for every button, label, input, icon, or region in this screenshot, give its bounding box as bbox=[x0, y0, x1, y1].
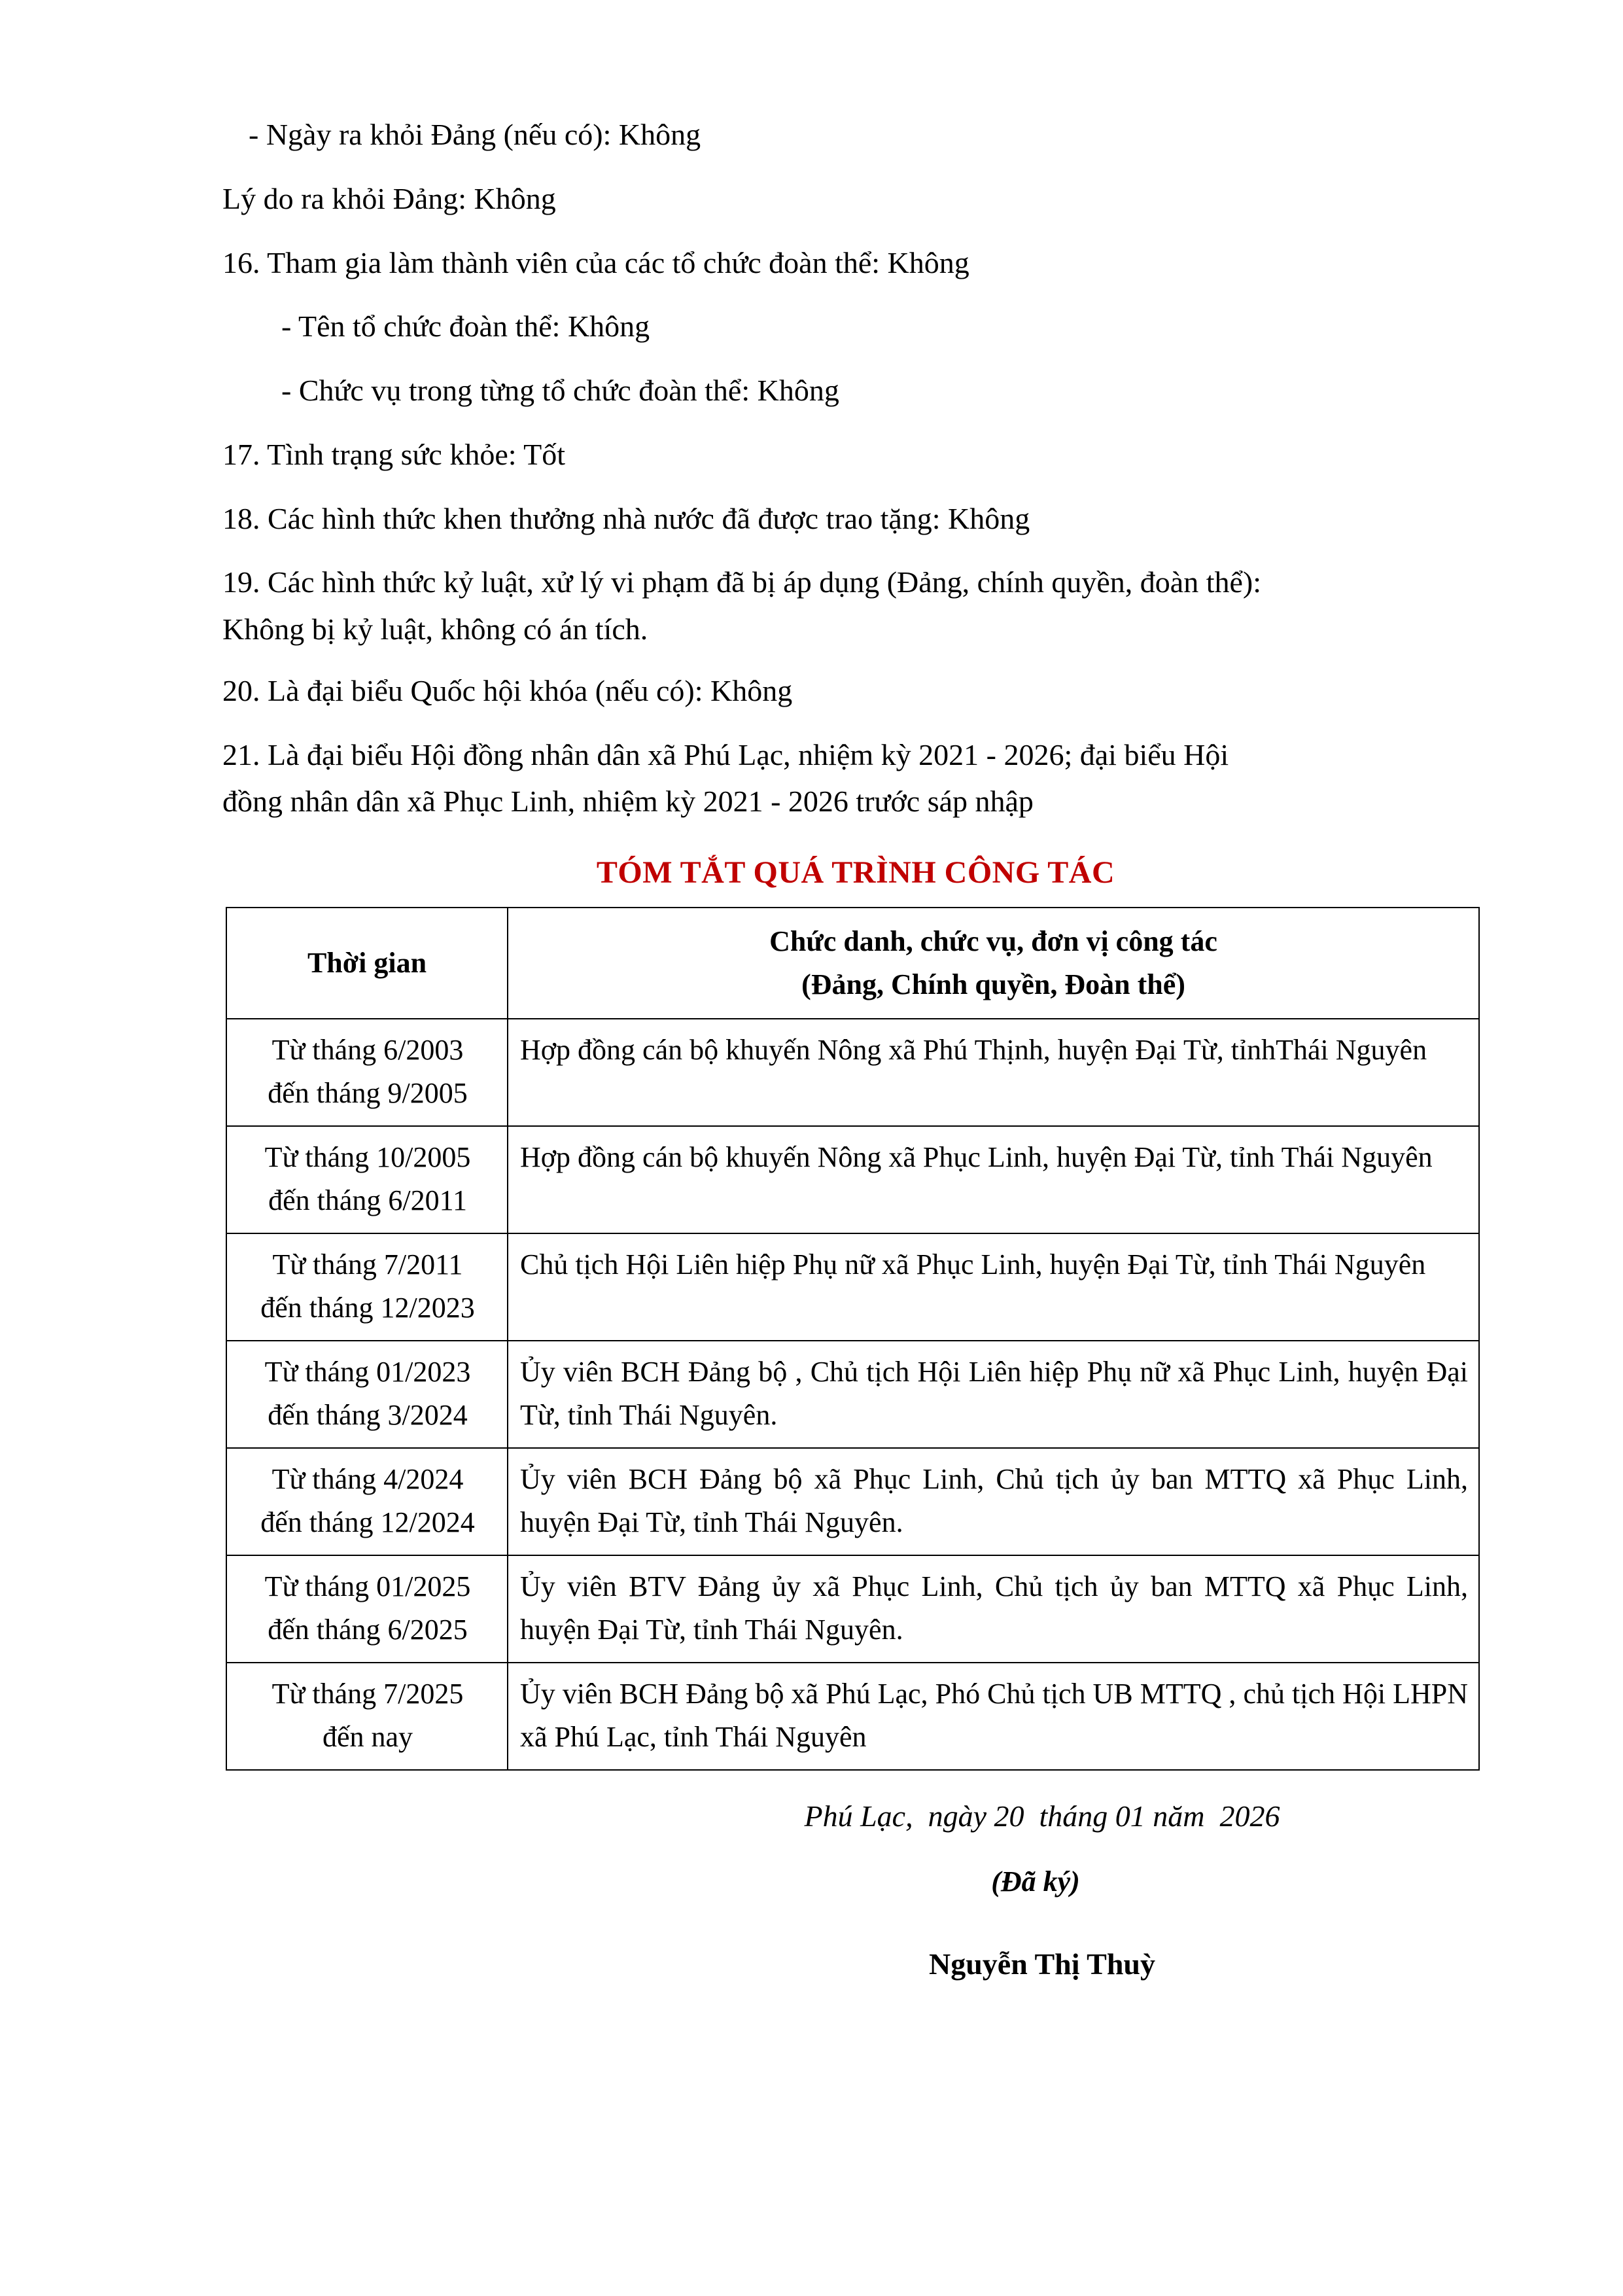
paragraph-item-16: 16. Tham gia làm thành viên của các tổ chức đoàn thể: Không bbox=[222, 245, 969, 279]
cell-time bbox=[226, 1126, 508, 1233]
career-summary-table bbox=[226, 907, 1480, 1771]
signature-block bbox=[222, 1793, 1489, 1988]
cell-time bbox=[226, 1019, 508, 1126]
paragraph-item-16-b: - Chức vụ trong từng tổ chức đoàn thể: Không bbox=[281, 374, 839, 407]
item-21-line-1: 21. Là đại biểu Hội đồng nhân dân xã Phú Lạc, nhiệm kỳ 2021 - 2026; đại biểu Hội bbox=[222, 737, 1229, 771]
time-line-2: đến tháng 3/2024 bbox=[268, 1398, 468, 1431]
time-line-2: đến nay bbox=[322, 1720, 413, 1753]
item-19-line-2: Không bị kỷ luật, không có án tích. bbox=[222, 612, 648, 646]
time-line-1: Từ tháng 7/2011 bbox=[272, 1248, 463, 1280]
table-row bbox=[226, 1555, 1479, 1663]
career-summary-title: TÓM TẮT QUÁ TRÌNH CÔNG TÁC bbox=[596, 855, 1115, 890]
column-header-time: Thời gian bbox=[226, 908, 508, 1019]
table-row bbox=[226, 1448, 1479, 1555]
signature-signed-note: (Đã ký) bbox=[991, 1865, 1080, 1898]
paragraph-item-16-a: - Tên tổ chức đoàn thể: Không bbox=[281, 309, 650, 344]
column-header-role-line-1: Chức danh, chức vụ, đơn vị công tác bbox=[769, 925, 1217, 957]
item-21-line-2: đồng nhân dân xã Phục Linh, nhiệm kỳ 2021 - 2026 trước sáp nhập bbox=[222, 785, 1034, 819]
document-body bbox=[222, 111, 1489, 1988]
cell-role: Hợp đồng cán bộ khuyến Nông xã Phú Thịnh, huyện Đại Từ, tỉnhThái Nguyên bbox=[508, 1019, 1479, 1126]
time-line-2: đến tháng 6/2011 bbox=[268, 1184, 467, 1216]
paragraph-party-exit-date: - Ngày ra khỏi Đảng (nếu có): Không bbox=[249, 118, 701, 151]
signature-place-date: Phú Lạc, ngày 20 tháng 01 năm 2026 bbox=[804, 1799, 1280, 1833]
cell-role: Ủy viên BTV Đảng ủy xã Phục Linh, Chủ tịch ủy ban MTTQ xã Phục Linh, huyện Đại Từ, tỉnh Thái Nguyên. bbox=[508, 1555, 1479, 1663]
cell-time bbox=[226, 1663, 508, 1770]
table-row bbox=[226, 1019, 1479, 1126]
paragraph-party-exit-reason: Lý do ra khỏi Đảng: Không bbox=[222, 181, 556, 215]
column-header-role-line-2: (Đảng, Chính quyền, Đoàn thể) bbox=[801, 968, 1185, 1000]
time-line-1: Từ tháng 01/2023 bbox=[264, 1355, 471, 1388]
time-line-2: đến tháng 6/2025 bbox=[268, 1613, 468, 1646]
cell-time bbox=[226, 1448, 508, 1555]
table-row bbox=[226, 1663, 1479, 1770]
paragraph-item-17: 17. Tình trạng sức khỏe: Tốt bbox=[222, 437, 566, 471]
time-line-2: đến tháng 9/2005 bbox=[268, 1076, 468, 1109]
time-line-1: Từ tháng 01/2025 bbox=[264, 1570, 471, 1602]
cell-time bbox=[226, 1233, 508, 1341]
table-header-row bbox=[226, 908, 1479, 1019]
cell-time bbox=[226, 1555, 508, 1663]
paragraph-item-18: 18. Các hình thức khen thưởng nhà nước đã được trao tặng: Không bbox=[222, 501, 1030, 535]
paragraph-item-20: 20. Là đại biểu Quốc hội khóa (nếu có): Không bbox=[222, 673, 793, 707]
column-header-role bbox=[508, 908, 1479, 1019]
time-line-2: đến tháng 12/2023 bbox=[260, 1291, 475, 1324]
cell-role: Hợp đồng cán bộ khuyến Nông xã Phục Linh, huyện Đại Từ, tỉnh Thái Nguyên bbox=[508, 1126, 1479, 1233]
time-line-2: đến tháng 12/2024 bbox=[260, 1506, 475, 1538]
signature-name: Nguyễn Thị Thuỳ bbox=[928, 1947, 1156, 1981]
table-row bbox=[226, 1341, 1479, 1448]
time-line-1: Từ tháng 4/2024 bbox=[271, 1462, 464, 1495]
paragraph-item-19 bbox=[222, 559, 1489, 653]
table-row bbox=[226, 1233, 1479, 1341]
cell-role: Ủy viên BCH Đảng bộ , Chủ tịch Hội Liên hiệp Phụ nữ xã Phục Linh, huyện Đại Từ, tỉnh Thái Nguyên. bbox=[508, 1341, 1479, 1448]
cell-time bbox=[226, 1341, 508, 1448]
cell-role: Ủy viên BCH Đảng bộ xã Phục Linh, Chủ tịch ủy ban MTTQ xã Phục Linh, huyện Đại Từ, tỉnh Thái Nguyên. bbox=[508, 1448, 1479, 1555]
cell-role: Chủ tịch Hội Liên hiệp Phụ nữ xã Phục Linh, huyện Đại Từ, tỉnh Thái Nguyên bbox=[508, 1233, 1479, 1341]
table-row bbox=[226, 1126, 1479, 1233]
time-line-1: Từ tháng 7/2025 bbox=[271, 1677, 464, 1710]
time-line-1: Từ tháng 6/2003 bbox=[271, 1033, 464, 1066]
paragraph-item-21 bbox=[222, 732, 1489, 826]
cell-role: Ủy viên BCH Đảng bộ xã Phú Lạc, Phó Chủ tịch UB MTTQ , chủ tịch Hội LHPN xã Phú Lạc, tỉnh Thái Nguyên bbox=[508, 1663, 1479, 1770]
item-19-line-1: 19. Các hình thức kỷ luật, xử lý vi phạm đã bị áp dụng (Đảng, chính quyền, đoàn thể): bbox=[222, 565, 1261, 599]
time-line-1: Từ tháng 10/2005 bbox=[264, 1140, 471, 1173]
